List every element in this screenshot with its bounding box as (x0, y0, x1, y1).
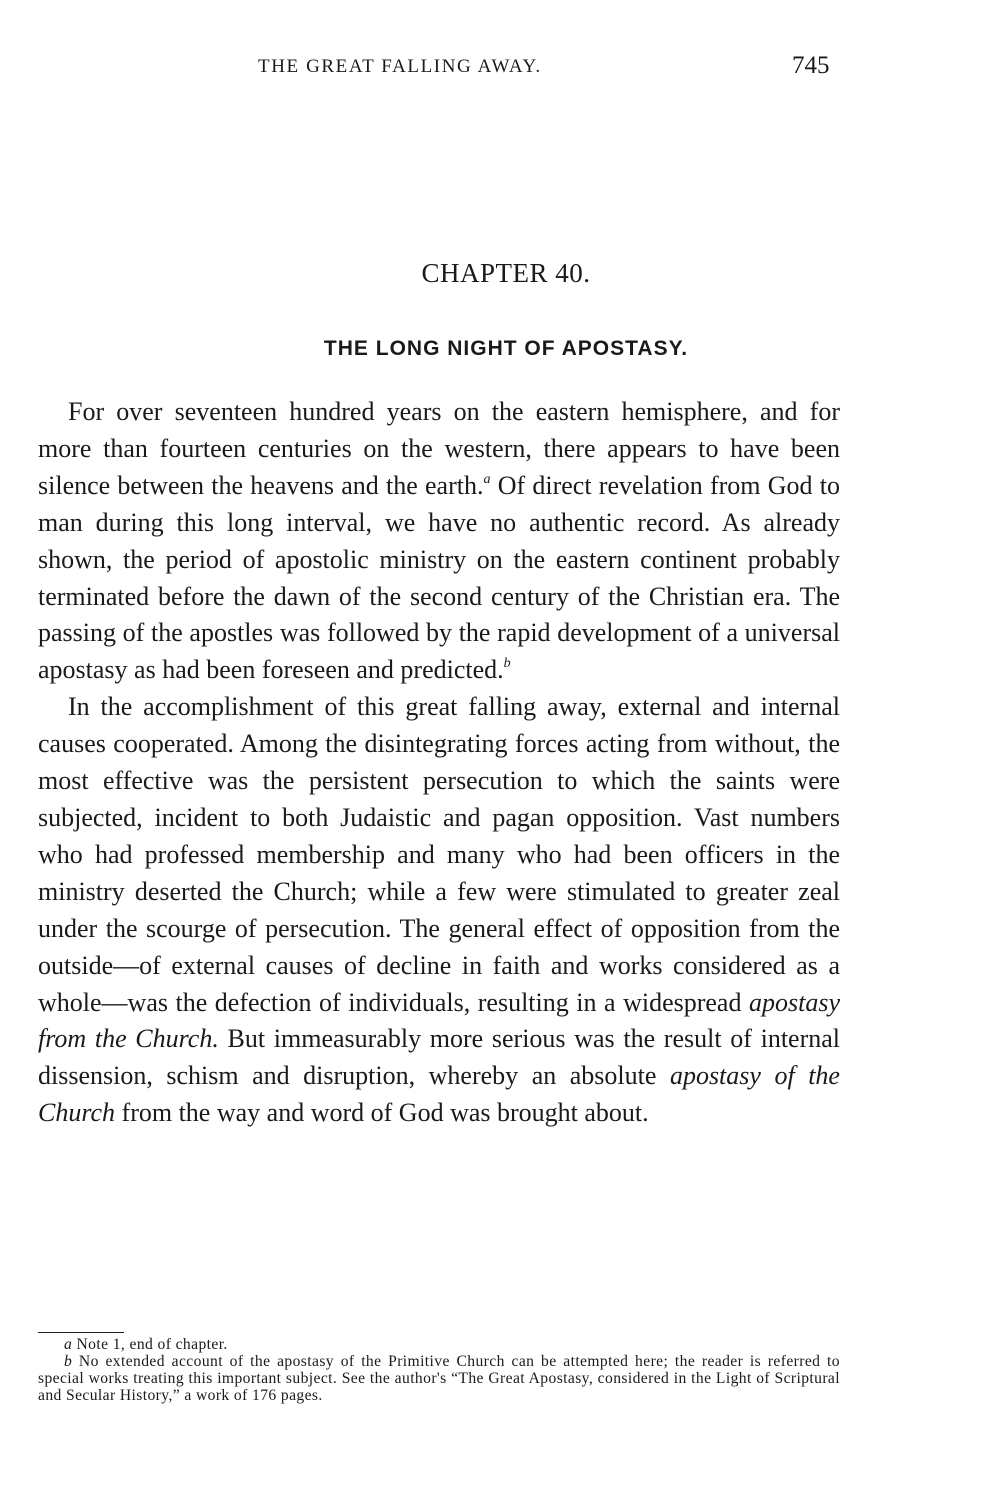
paragraph-1 (38, 394, 840, 689)
footnote-ref-b[interactable]: b (503, 656, 511, 672)
body-text (38, 394, 840, 1132)
footnote-a-text: Note 1, end of chapter. (72, 1336, 228, 1353)
paragraph-2-text-b: But immeasurably more serious was the result of internal dissension, schism and disruption, whereby an absolute (38, 1024, 841, 1091)
chapter-heading: CHAPTER 40. (421, 258, 591, 288)
paragraph-2-emphasis-b: apostasy of the Church (38, 1061, 840, 1128)
paragraph-2-text-a: In the accomplishment of this great falling away, external and internal causes cooperated. Among the disintegrating forces acting from without, the most effective was the persistent persecution to which the saints were subjected, incident to both Judaistic and pagan opposition. Vast numbers who had professed membership and many who had been officers in the ministry deserted the Church; while a few were stimulated to greater zeal under the scourge of persecution. The general effect of opposition from the outside—of external causes of decline in faith and works considered as a whole—was the defection of individuals, resulting in a widespread (38, 692, 840, 1017)
paragraph-2-emphasis-a: apostasy from the Church. (38, 987, 840, 1054)
footnote-divider (38, 1332, 124, 1333)
page-number: 745 (792, 52, 830, 79)
footnote-b-text: No extended account of the apostasy of the Primitive Church can be attempted here; the reader is referred to special works treating this important subject. See the author's “The Great Apostasy, considered in the Light of Scriptural and Secular History,” a work of 176 pages. (38, 1353, 840, 1404)
footnote-ref-a[interactable]: a (483, 471, 491, 487)
footnote-b (38, 1353, 840, 1404)
running-header (0, 52, 1000, 82)
paragraph-2 (38, 689, 840, 1132)
footnote-a (38, 1336, 840, 1353)
paragraph-2-text-c: from the way and word of God was brought about. (115, 1098, 649, 1128)
footnote-b-mark: b (64, 1353, 73, 1370)
chapter-subtitle: THE LONG NIGHT OF APOSTASY. (323, 337, 689, 360)
footnote-a-mark: a (64, 1336, 73, 1353)
paragraph-1-text-b: Of direct revelation from God to man during this long interval, we have no authentic record. As already shown, the period of apostolic ministry on the eastern continent probably terminated before the dawn of the second century of the Christian era. The passing of the apostles was followed by the rapid development of a universal apostasy as had been foreseen and predicted. (38, 470, 840, 685)
footnotes (38, 1336, 840, 1404)
paragraph-1-text-a: For over seventeen hundred years on the eastern hemisphere, and for more than fourteen centuries on the western, there appears to have been silence between the heavens and the earth. (38, 397, 840, 500)
running-title: THE GREAT FALLING AWAY. (258, 56, 542, 77)
